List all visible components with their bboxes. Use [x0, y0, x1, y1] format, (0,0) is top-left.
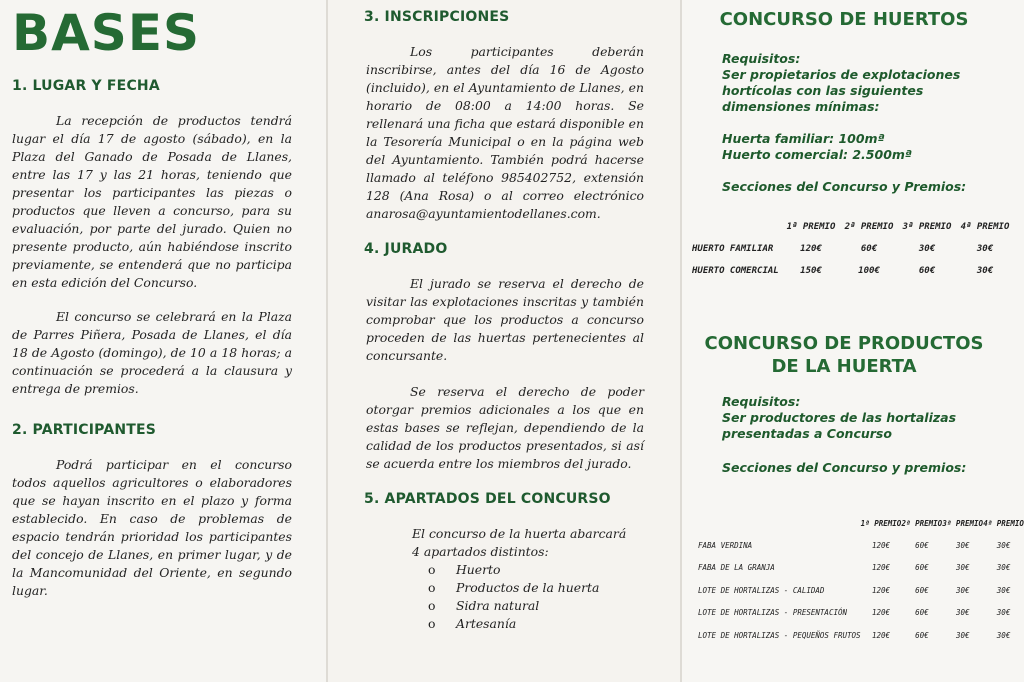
- list-item: o Huerto: [428, 562, 501, 577]
- productos-title: CONCURSO DE PRODUCTOS DE LA HUERTA: [704, 333, 984, 377]
- jurado-paragraph-1: El jurado se reserva el derecho de visitar las explotaciones inscritas y también comprobar que los productos a concurso proceden de las huertas pertenecientes al concursante.: [366, 276, 644, 363]
- section-jurado-heading: 4. JURADO: [364, 241, 448, 257]
- column-bases: [0, 0, 326, 682]
- column-concursos: [682, 0, 1024, 682]
- huertos-requisitos-label: Requisitos:: [722, 51, 801, 66]
- huertos-secciones-label: Secciones del Concurso y Premios:: [722, 179, 967, 194]
- jurado-paragraph-2: Se reserva el derecho de poder otorgar premios adicionales a los que en estas bases se reflejan, dependiendo de la calidad de los productos presentados, si así se acuerda entre los miembros del jurado.: [366, 384, 644, 471]
- list-item: o Artesanía: [428, 616, 517, 631]
- lugar-paragraph-2: El concurso se celebrará en la Plaza de Parres Piñera, Posada de Llanes, el día 18 de Agosto (domingo), de 10 a 18 horas; a continuación se procederá a la clausura y entrega de premios.: [12, 309, 292, 396]
- huerta-familiar-size: Huerta familiar: 100mª: [722, 131, 885, 146]
- inscripciones-paragraph: Los participantes deberán inscribirse, antes del día 16 de Agosto (incluido), en el Ayuntamiento de Llanes, en horario de 08:00 a 14:00 horas. Se rellenará una ficha que estará disponible en la Tesorería Municipal o en la página web del Ayuntamiento. También podrá hacerse llamado al teléfono 985402752, extensión 128 (Ana Rosa) o al correo electrónico anarosa@ayuntamientodellanes.com.: [366, 44, 644, 221]
- huertos-prize-table: 1ª PREMIO 2ª PREMIO 3ª PREMIO 4ª PREMIO HUERTO FAMILIAR 120€ 60€ 30€ 30€ HUERTO COMERCIAL 150€ 100€ 60€ 30€: [692, 216, 1014, 282]
- section-lugar-fecha-heading: 1. LUGAR Y FECHA: [12, 78, 160, 94]
- list-item: o Productos de la huerta: [428, 580, 600, 595]
- table-row: FABA VERDINA 120€ 60€ 30€ 30€: [698, 540, 1011, 550]
- section-participantes-heading: 2. PARTICIPANTES: [12, 422, 157, 438]
- productos-requisitos-label: Requisitos:: [722, 394, 801, 409]
- productos-secciones-label: Secciones del Concurso y premios:: [722, 460, 967, 475]
- table-row: HUERTO COMERCIAL 150€ 100€ 60€ 30€: [692, 266, 994, 276]
- huertos-title: CONCURSO DE HUERTOS: [719, 9, 969, 30]
- huertos-requisitos-text: Ser propietarios de explotaciones hortícolas con las siguientes dimensiones mínimas:: [722, 67, 961, 114]
- productos-prize-table: 1ª PREMIO 2ª PREMIO 3ª PREMIO 4ª PREMIO FABA VERDINA 120€ 60€ 30€ 30€ FABA DE LA GRANJA 120€ 60€ 30€ 30€ LOTE DE HORTALIZAS - CALIDAD 120€ 60€ 30€ 30€ LOTE DE HORTALIZAS - PRESENTACIÓN 120€ 60€ 30€ 30€ LOTE DE HORTALIZAS - PEQUEÑOS FRUTOS 120€ 60€ 30€ 30€: [698, 512, 1024, 647]
- table-row: HUERTO FAMILIAR 120€ 60€ 30€ 30€: [692, 244, 994, 254]
- section-inscripciones-heading: 3. INSCRIPCIONES: [364, 9, 510, 25]
- apartados-list: [366, 561, 644, 633]
- table-row: LOTE DE HORTALIZAS - CALIDAD 120€ 60€ 30€ 30€: [698, 585, 1011, 595]
- column-inscripciones: [328, 0, 680, 682]
- table-row: LOTE DE HORTALIZAS - PEQUEÑOS FRUTOS 120€ 60€ 30€ 30€: [698, 630, 1011, 640]
- productos-requisitos-text: Ser productores de las hortalizas presentadas a Concurso: [722, 410, 957, 441]
- table-row: LOTE DE HORTALIZAS - PRESENTACIÓN 120€ 60€ 30€ 30€: [698, 608, 1011, 618]
- participantes-paragraph: Podrá participar en el concurso todos aquellos agricultores o elaboradores que se hayan inscrito en el plazo y forma establecido. En caso de problemas de espacio tendrán prioridad los participantes del concejo de Llanes, en primer lugar, y de la Mancomunidad del Oriente, en segundo lugar.: [12, 457, 292, 598]
- section-apartados-heading: 5. APARTADOS DEL CONCURSO: [364, 491, 611, 507]
- huerto-comercial-size: Huerto comercial: 2.500mª: [722, 147, 912, 162]
- lugar-paragraph-1: La recepción de productos tendrá lugar el día 17 de agosto (sábado), en la Plaza del Ganado de Posada de Llanes, entre las 17 y las 21 horas, teniendo que presentar los participantes las piezas o productos que lleven a concurso, para su evaluación, por parte del jurado. Quien no presente producto, aún habiéndose inscrito previamente, se entenderá que no participa en esta edición del Concurso.: [12, 113, 292, 290]
- list-item: o Sidra natural: [428, 598, 540, 613]
- table-row: FABA DE LA GRANJA 120€ 60€ 30€ 30€: [698, 563, 1011, 573]
- bases-title: BASES: [12, 4, 200, 62]
- apartados-intro: El concurso de la huerta abarcará 4 apartados distintos:: [412, 526, 627, 559]
